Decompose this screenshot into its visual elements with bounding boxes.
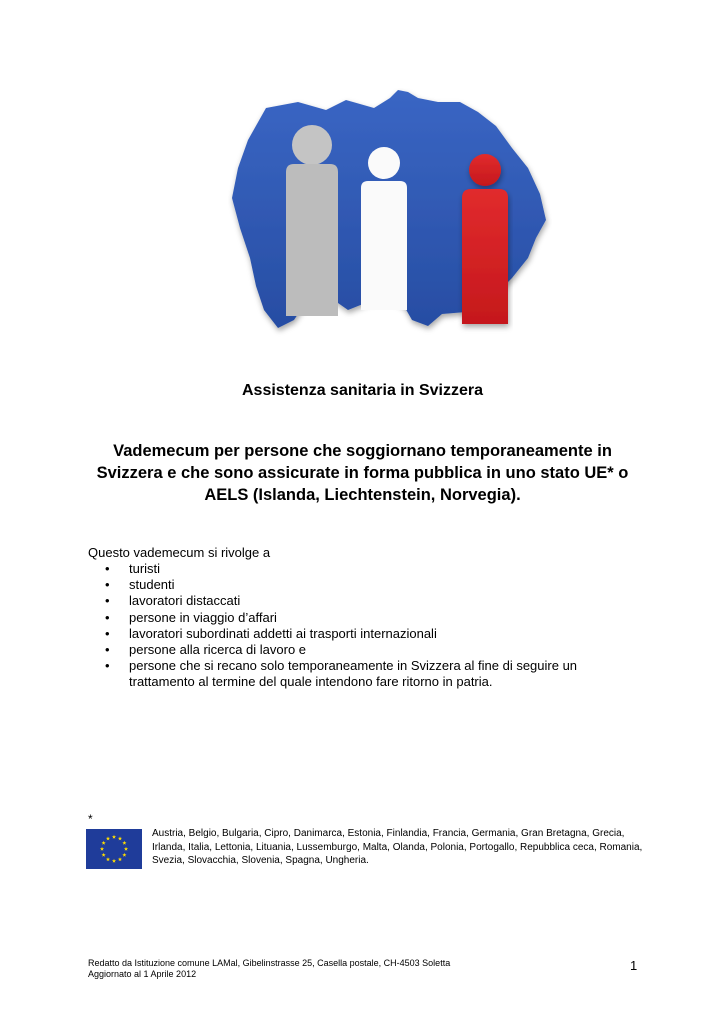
document-subtitle: Vademecum per persone che soggiornano temporaneamente in Svizzera e che sono assicurate in forma pubblica in uno stato UE* o AELS (Islanda, Liechtenstein, Norvegia). xyxy=(96,442,629,504)
audience-list xyxy=(88,561,628,691)
list-item: • persone che si recano solo temporaneamente in Svizzera al fine di seguire un trattamento al termine del quale intendono fare ritorno in patria. xyxy=(88,658,628,690)
list-item: • persone in viaggio d’affari xyxy=(88,610,628,626)
list-item: • lavoratori distaccati xyxy=(88,593,628,609)
footnote-marker: * xyxy=(88,812,93,826)
eu-flag-icon xyxy=(86,829,142,869)
footer-address: Redatto da Istituzione comune LAMal, Gibelinstrasse 25, Casella postale, CH-4503 Soletta xyxy=(88,958,451,968)
audience-intro: Questo vademecum si rivolge a xyxy=(88,545,271,560)
list-item: • lavoratori subordinati addetti ai trasporti internazionali xyxy=(88,626,628,642)
list-item: • studenti xyxy=(88,577,628,593)
document-title: Assistenza sanitaria in Svizzera xyxy=(242,382,483,399)
switzerland-people-logo xyxy=(228,88,552,338)
page-footer xyxy=(88,958,608,980)
eu-countries-list: Austria, Belgio, Bulgaria, Cipro, Danimarca, Estonia, Finlandia, Francia, Germania, Gran Bretagna, Grecia, Irlanda, Italia, Lettonia, Lituania, Lussemburgo, Malta, Olanda, Polonia, Portogallo, Repubblica ceca, Romania, Svezia, Slovacchia, Slovenia, Spagna, Ungheria. xyxy=(152,828,643,866)
list-item: • turisti xyxy=(88,561,628,577)
footer-updated-date: Aggiornato al 1 Aprile 2012 xyxy=(88,969,197,979)
list-item: • persone alla ricerca di lavoro e xyxy=(88,642,628,658)
page-number: 1 xyxy=(630,958,638,973)
